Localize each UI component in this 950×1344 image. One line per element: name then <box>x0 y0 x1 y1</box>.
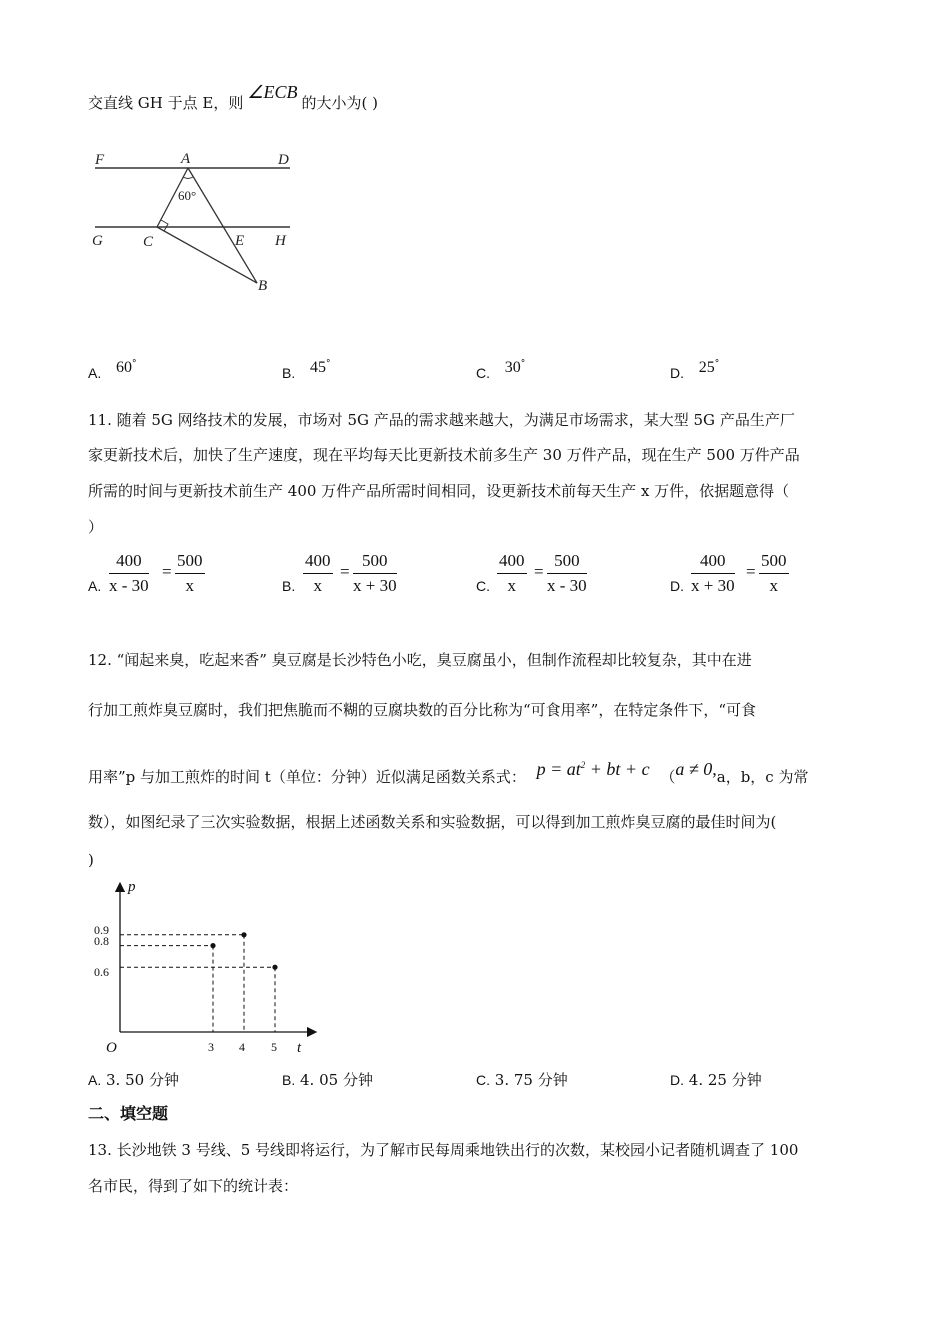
label-g: G <box>92 233 103 249</box>
option-label: C. <box>476 578 490 594</box>
fraction-right <box>353 551 397 596</box>
numerator: 500 <box>362 551 388 570</box>
option-label: B. <box>282 578 296 594</box>
degree-mark: ° <box>326 359 331 369</box>
q12-line-3-prefix: 用率”p 与加工煎炸的时间 t（单位：分钟）近似满足函数关系式： <box>88 768 526 786</box>
angle-ecb: ∠ECB <box>247 82 298 102</box>
q12-option-a[interactable] <box>88 1069 179 1090</box>
q10-option-d[interactable] <box>670 358 720 381</box>
data-point <box>241 932 246 937</box>
equals-sign: = <box>162 562 172 581</box>
numerator: 400 <box>499 551 525 570</box>
q10-option-a[interactable] <box>88 358 137 381</box>
data-point <box>272 965 277 970</box>
q12-line-5: ) <box>88 851 94 869</box>
condition-open: （ <box>660 768 676 786</box>
denominator: x - 30 <box>547 576 587 595</box>
q11-line-3: 所需的时间与更新技术前生产 400 万件产品所需时间相同，设更新技术前每天生产 x 万件，依据题意得（ <box>88 482 790 500</box>
x-tick-5: 5 <box>271 1040 277 1054</box>
formula-rest: + bt + c <box>585 759 650 779</box>
numerator: 500 <box>177 551 203 570</box>
degree-mark: ° <box>714 359 720 369</box>
label-a: A <box>181 151 191 167</box>
q11-line-4: ） <box>88 518 104 536</box>
option-label: B. <box>282 365 296 381</box>
q12-option-b[interactable] <box>282 1069 373 1090</box>
y-tick-0.9: 0.9 <box>94 923 109 937</box>
option-text: 3. 50 分钟 <box>106 1071 179 1089</box>
y-tick-0.8: 0.8 <box>94 934 109 948</box>
q11-line-2: 家更新技术后，加快了生产速度，现在平均每天比更新技术前多生产 30 万件产品，现在生产 500 万件产品 <box>88 446 800 464</box>
q12-line-1: 12. “闻起来臭，吃起来香” 臭豆腐是长沙特色小吃，臭豆腐虽小，但制作流程却比较复杂，其中在进 <box>88 651 752 669</box>
fraction-left <box>691 551 735 596</box>
numerator: 400 <box>116 551 142 570</box>
denominator: x + 30 <box>691 576 735 595</box>
q13-line-1: 13. 长沙地铁 3 号线、5 号线即将运行，为了解市民每周乘地铁出行的次数，某校园小记者随机调查了 100 <box>88 1141 799 1159</box>
option-label: C. <box>476 365 490 381</box>
label-h: H <box>275 233 286 249</box>
origin-label: O <box>106 1040 117 1056</box>
x-tick-3: 3 <box>208 1040 214 1054</box>
label-d: D <box>278 152 289 168</box>
numerator: 500 <box>554 551 580 570</box>
fraction-right <box>175 551 205 596</box>
numerator: 400 <box>305 551 331 570</box>
option-value: 60 <box>116 359 133 376</box>
y-axis-label: p <box>128 879 136 895</box>
q12-option-d[interactable] <box>670 1069 762 1090</box>
option-text: 4. 25 分钟 <box>688 1071 762 1089</box>
denominator: x <box>313 576 322 595</box>
fraction-left <box>109 551 149 596</box>
denominator: x <box>507 576 516 595</box>
q11-line-1: 11. 随着 5G 网络技术的发展，市场对 5G 产品的需求越来越大，为满足市场需求，某大型 5G 产品生产厂 <box>88 411 795 429</box>
q10-text-suffix: 的大小为( ) <box>301 94 378 112</box>
label-f: F <box>95 152 105 168</box>
equals-sign: = <box>746 562 756 581</box>
q12-line-2: 行加工煎炸臭豆腐时，我们把焦脆而不糊的豆腐块数的百分比称为“可食用率”，在特定条件下，“可食 <box>88 701 757 719</box>
fraction-left <box>303 551 333 596</box>
option-label: D. <box>670 578 684 594</box>
fraction-right <box>547 551 587 596</box>
degree-mark: ° <box>132 359 137 369</box>
option-label: D. <box>670 365 684 381</box>
q10-text-prefix: 交直线 GH 于点 E，则 <box>88 94 244 112</box>
x-axis-label: t <box>297 1040 302 1056</box>
angle-arc <box>183 177 193 178</box>
q12-line-3-suffix: a，b，c 为常 <box>716 768 809 786</box>
q12-graph <box>90 875 330 1060</box>
data-point <box>210 943 215 948</box>
y-tick-0.6: 0.6 <box>94 965 109 979</box>
q12-line-3 <box>88 759 809 787</box>
q10-option-b[interactable] <box>282 358 331 381</box>
option-label: D. <box>670 1072 684 1088</box>
numerator: 500 <box>761 551 787 570</box>
segment-ab <box>188 168 257 283</box>
q10-option-c[interactable] <box>476 358 526 381</box>
option-label: B. <box>282 1072 296 1088</box>
denominator: x + 30 <box>353 576 397 595</box>
label-c: C <box>143 234 154 250</box>
denominator: x <box>185 576 194 595</box>
formula-main: p = at <box>536 759 581 779</box>
fraction-left <box>497 551 527 596</box>
label-e: E <box>235 233 245 249</box>
option-text: 4. 05 分钟 <box>300 1071 373 1089</box>
formula <box>537 759 650 779</box>
formula-exponent: 2 <box>580 760 586 770</box>
option-value: 25 <box>698 359 715 376</box>
fraction-right <box>759 551 789 596</box>
label-b: B <box>258 278 268 294</box>
option-label: C. <box>476 1072 490 1088</box>
degree-mark: ° <box>520 359 526 369</box>
equals-sign: = <box>340 562 350 581</box>
q10-text <box>88 82 378 113</box>
q12-line-4: 数），如图纪录了三次实验数据，根据上述函数关系和实验数据，可以得到加工煎炸臭豆腐的最佳时间为( <box>88 813 777 831</box>
option-text: 3. 75 分钟 <box>494 1071 568 1089</box>
label-60deg: 60° <box>178 188 197 203</box>
denominator: x <box>769 576 778 595</box>
x-tick-4: 4 <box>239 1040 245 1054</box>
q12-option-c[interactable] <box>476 1069 568 1090</box>
option-label: A. <box>88 578 102 594</box>
option-label: A. <box>88 365 102 381</box>
option-value: 30 <box>504 359 521 376</box>
q13-line-2: 名市民，得到了如下的统计表： <box>88 1177 299 1195</box>
option-label: A. <box>88 1072 102 1088</box>
option-value: 45 <box>310 359 327 376</box>
guide-lines <box>120 935 275 1032</box>
denominator: x - 30 <box>109 576 149 595</box>
q10-geometry-figure <box>85 145 305 305</box>
equals-sign: = <box>534 562 544 581</box>
numerator: 400 <box>700 551 726 570</box>
condition: a ≠ 0, <box>675 759 717 779</box>
section-title: 二、填空题 <box>88 1104 169 1123</box>
